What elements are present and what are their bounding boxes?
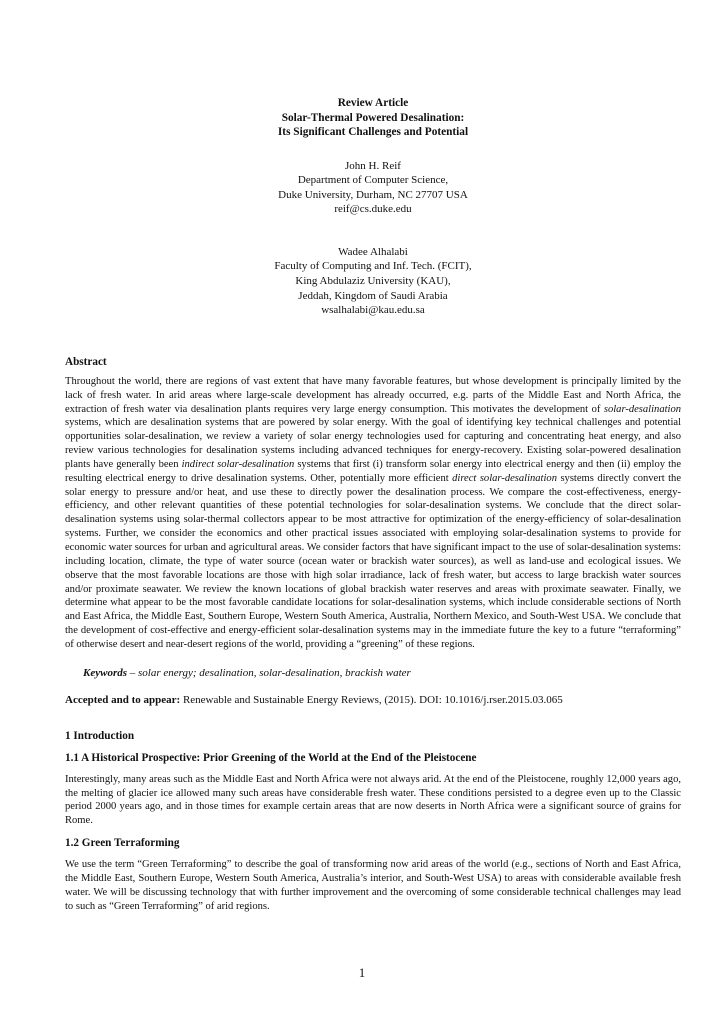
paper-title-line-1: Solar-Thermal Powered Desalination: [281,111,465,124]
accepted-text: Renewable and Sustainable Energy Reviews, (2015). DOI: 10.1016/j.rser.2015.03.065 [180,693,563,706]
paragraph-historical: Interestingly, many areas such as the Middle East and North Africa were not always arid. At the end of the Pleistocene, roughly 12,000 years ago, the melting of glacier ice allowed many such areas have considerable fresh water. These conditions persisted to a degree even up to the Classic period 2000 years ago, and in those times for example certain areas that are now deserts in North Africa were a significant source of grains for Rome. [65,773,681,827]
section-heading-introduction: 1 Introduction [65,729,135,742]
abstract-heading: Abstract [65,355,107,368]
accepted-label: Accepted and to appear: [65,693,181,706]
keywords-text: – solar energy; desalination, solar-desalination, brackish water [127,666,411,679]
subsection-heading-historical: 1.1 A Historical Prospective: Prior Greening of the World at the End of the Pleistocene [65,751,477,764]
title-block [65,96,681,140]
author-block-1 [65,159,681,217]
abstract-emphasis: indirect solar-desalination [181,458,295,470]
abstract-part: systems, which are desalination systems that are powered by solar energy. With the goal of identifying key technical challenges and potential opportunities solar-desalination, we review a variety of solar energy technologies used for capturing and concentrating heat energy, and also review various technologies for desalination systems including advanced techniques for energy-recovery. Existing solar-powered desalination plants have generally been [65,417,681,470]
paper-page [65,96,681,913]
subsection-heading-green-terraforming: 1.2 Green Terraforming [65,837,180,850]
author-name: John H. Reif [345,159,401,172]
abstract-part: systems that first (i) transform solar energy into electrical energy and then (ii) employ the resulting electrical energy to drive desalination systems. Other, potentially more efficient [65,458,682,484]
abstract-part: Throughout the world, there are regions of vast extent that have many favorable features, but whose development is principally limited by the lack of fresh water. In arid areas where large-scale development has already occurred, e.g. parts of the Middle East and North Africa, the extraction of fresh water via desalination plants requires very large energy consumption. This motivates the development of [65,375,681,415]
author-affiliation: Department of Computer Science, [297,174,449,187]
author-affiliation: Faculty of Computing and Inf. Tech. (FCIT), [274,260,472,273]
author-name: Wadee Alhalabi [338,245,408,258]
keywords-label: Keywords [83,666,127,679]
author-affiliation: King Abdulaziz University (KAU), [295,275,451,288]
abstract-emphasis: direct solar-desalination [452,472,557,484]
author-affiliation: Jeddah, Kingdom of Saudi Arabia [298,289,448,302]
accepted-line [65,693,681,707]
abstract-part: systems directly convert the solar energy to pressure and/or heat, and use these to directly power the desalination process. We compare the cost-effectiveness, energy-efficiency, and other relevant quantities of these potential technologies for solar-desalination systems. We conclude that the direct solar-desalination systems using solar-thermal collectors appear to be most attractive for optimization of the energy-efficiency of solar-desalination systems. Further, we consider the economics and other practical issues associated with employing solar-desalination systems to provide for economic water sources for urban and agricultural areas. We consider factors that have significant impact to the use of solar-desalination systems: including location, climate, the type of water source (ocean water or brackish water sources), as well as land-use and ecological issues. We observe that the most favorable locations are those with high solar irradiance, lack of fresh water, but access to large brackish water sources and/or proximate seawater. We review the known locations of global brackish water reserves and areas with proximate seawater. Finally, we determine what appear to be the most favorable candidate locations for solar-desalination systems, which include considerable sections of North and East Africa, the Middle East, Southern Europe, Western South America, Australia, Northern Mexico, and South-West USA. We conclude that the development of cost-effective and energy-efficient solar-desalination systems may in the immediate future the key to a future “terraforming” of otherwise desert and near-desert regions of the world, providing a “greening” of these regions. [65,472,682,650]
page-number: 1 [358,965,366,980]
paper-title-line-2: Its Significant Challenges and Potential [277,126,469,138]
paragraph-green-terraforming: We use the term “Green Terraforming” to describe the goal of transforming now arid areas of the world (e.g., sections of North and East Africa, the Middle East, Southern Europe, Western South America, Australia’s interior, and South-West USA) to areas with considerable available fresh water. We will be discussing technology that with further improvement and the overcoming of some considerable technical challenges may lead to such as “Green Terraforming” of arid regions. [65,859,681,912]
article-type: Review Article [337,97,409,109]
keywords-line [65,666,681,680]
author-block-2 [65,245,681,318]
author-email: wsalhalabi@kau.edu.sa [321,304,425,317]
abstract-emphasis: solar-desalination [603,403,681,415]
author-email: reif@cs.duke.edu [334,203,412,216]
author-affiliation: Duke University, Durham, NC 27707 USA [278,188,468,201]
abstract-text [65,375,681,652]
